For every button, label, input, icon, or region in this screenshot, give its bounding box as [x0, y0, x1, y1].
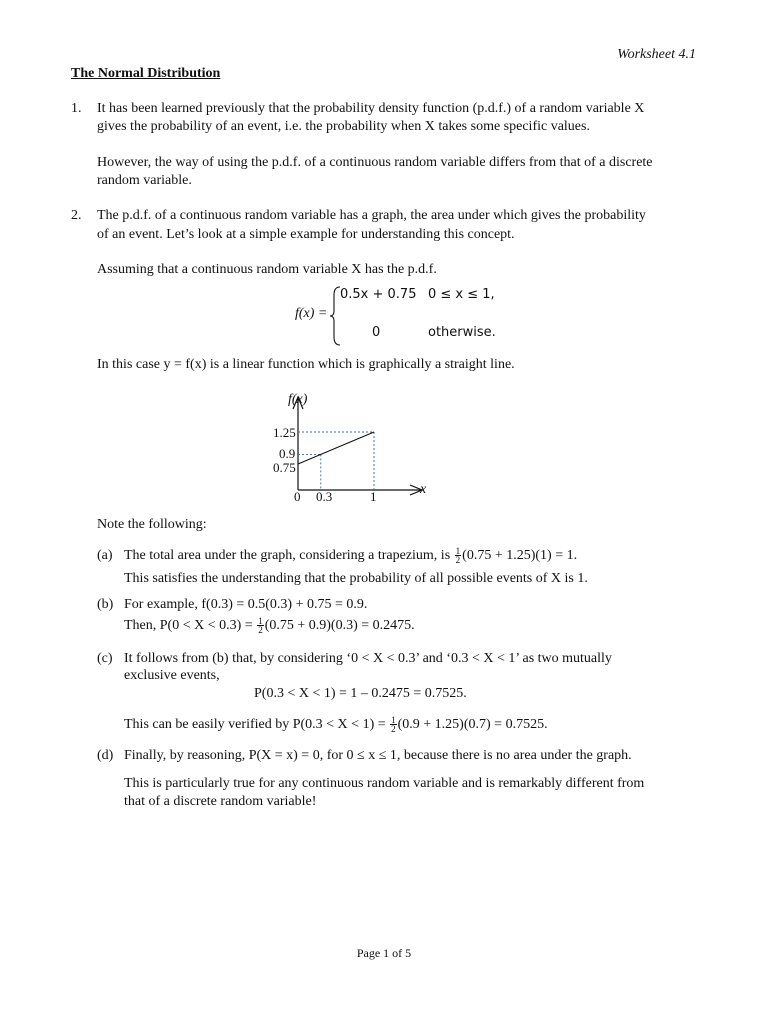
- x-axis-label: x: [420, 482, 427, 497]
- note-c-line-3: P(0.3 < X < 1) = 1 – 0.2475 = 0.7525.: [254, 686, 467, 701]
- note-d-label: (d): [97, 748, 114, 763]
- note-c-line-2: exclusive events,: [124, 668, 220, 683]
- pdf-case-1-condition: 0 ≤ x ≤ 1,: [428, 287, 495, 302]
- item-2-para-1-line-1: The p.d.f. of a continuous random variable has a graph, the area under which gives the probability: [97, 208, 646, 223]
- page-title: The Normal Distribution: [71, 66, 221, 81]
- x-tick-1: 1: [370, 489, 377, 504]
- note-b-line-1: For example, f(0.3) = 0.5(0.3) + 0.75 = 0.9.: [124, 597, 368, 612]
- notes-intro: Note the following:: [97, 517, 207, 532]
- note-c-label: (c): [97, 651, 113, 666]
- pdf-function-label: f(x) =: [295, 306, 328, 321]
- note-d-line-2: This is particularly true for any continuous random variable and is remarkably different from: [124, 776, 645, 791]
- note-a-line-1-expression: (0.75 + 1.25)(1) = 1.: [462, 548, 578, 563]
- note-d-line-3: that of a discrete random variable!: [124, 794, 317, 809]
- note-a-line-1-text: The total area under the graph, considering a trapezium, is: [124, 548, 451, 563]
- item-2-para-2: Assuming that a continuous random variable X has the p.d.f.: [97, 262, 437, 277]
- note-a-line-2: This satisfies the understanding that the probability of all possible events of X is 1.: [124, 571, 588, 586]
- page-number: Page 1 of 5: [356, 946, 412, 960]
- worksheet-number: Worksheet 4.1: [617, 47, 696, 62]
- y-tick-1.25: 1.25: [273, 425, 296, 440]
- note-c-line-1: It follows from (b) that, by considering ‘0 < X < 0.3’ and ‘0.3 < X < 1’ as two mutually: [124, 651, 612, 666]
- note-b-line-2-expression: (0.75 + 0.9)(0.3) = 0.2475.: [264, 618, 415, 633]
- fraction-half: $\frac{1}{2}$: [391, 715, 396, 735]
- pdf-case-2-expression: 0: [372, 325, 381, 340]
- note-b-label: (b): [97, 597, 114, 612]
- note-b-line-2-text: Then, P(0 < X < 0.3) =: [124, 618, 253, 633]
- note-c-line-4-expression: (0.9 + 1.25)(0.7) = 0.7525.: [397, 717, 548, 732]
- note-b-line-2: [124, 617, 415, 635]
- y-axis-label: f(x): [288, 392, 308, 407]
- x-tick-0: 0: [294, 489, 301, 504]
- y-tick-0.75: 0.75: [273, 460, 296, 475]
- pdf-case-2-condition: otherwise.: [428, 325, 496, 340]
- item-1-para-2-line-2: random variable.: [97, 173, 192, 188]
- y-tick-0.9: 0.9: [279, 446, 296, 461]
- note-c-line-4: [124, 716, 548, 734]
- note-d-line-1: Finally, by reasoning, P(X = x) = 0, for 0 ≤ x ≤ 1, because there is no area under the graph.: [124, 748, 632, 763]
- item-2-number: 2.: [71, 208, 82, 223]
- fraction-half: $\frac{1}{2}$: [455, 546, 461, 566]
- item-1-para-1-line-2: gives the probability of an event, i.e. the probability when X takes some specific values.: [97, 119, 590, 134]
- item-1-number: 1.: [71, 101, 82, 116]
- item-2-para-1-line-2: of an event. Let’s look at a simple example for understanding this concept.: [97, 227, 515, 242]
- note-c-line-4-text: This can be easily verified by P(0.3 < X < 1) =: [124, 717, 386, 732]
- x-tick-0.3: 0.3: [316, 489, 333, 504]
- note-a-line-1: [124, 547, 577, 565]
- item-2-para-3: In this case y = f(x) is a linear function which is graphically a straight line.: [97, 357, 515, 372]
- item-1-para-1-line-1: It has been learned previously that the probability density function (p.d.f.) of a random variable X: [97, 101, 645, 116]
- pdf-case-1-expression: 0.5x + 0.75: [340, 287, 417, 302]
- note-a-label: (a): [97, 548, 113, 563]
- item-1-para-2-line-1: However, the way of using the p.d.f. of a continuous random variable differs from that of a discrete: [97, 155, 653, 170]
- fraction-half: $\frac{1}{2}$: [258, 616, 263, 636]
- pdf-line: [298, 432, 374, 464]
